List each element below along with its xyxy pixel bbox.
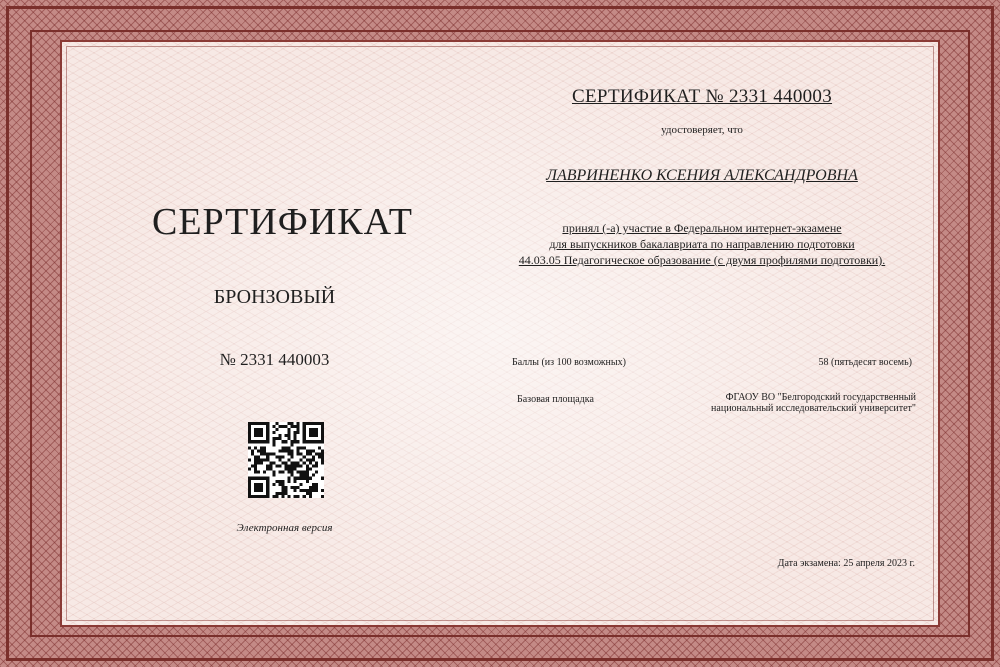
certificate-rank: БРОНЗОВЫЙ [213, 286, 336, 308]
certifies-text: удостоверяет, что [661, 124, 743, 136]
left-certificate-number: № 2331 440003 [219, 350, 330, 369]
certificate-paper [60, 40, 940, 627]
participation-text [502, 220, 902, 268]
base-site-value [672, 392, 916, 414]
exam-date: Дата экзамена: 25 апреля 2023 г. [777, 558, 915, 569]
right-certificate-title: СЕРТИФИКАТ № 2331 440003 [571, 86, 833, 107]
score-label: Баллы (из 100 возможных) [512, 357, 626, 368]
left-certificate-title: СЕРТИФИКАТ [152, 201, 413, 243]
participation-line: принял (-а) участие в Федеральном интернет-экзамене [562, 221, 842, 235]
score-value: 58 (пятьдесят восемь) [818, 357, 912, 368]
qr-code-icon [248, 422, 324, 498]
participation-line: для выпускников бакалавриата по направлению подготовки [549, 237, 855, 251]
base-site-line: национальный исследовательский университет" [711, 403, 916, 414]
base-site-line: ФГАОУ ВО "Белгородский государственный [725, 392, 916, 403]
base-site-label: Базовая площадка [517, 394, 594, 405]
participation-line: 44.03.05 Педагогическое образование (с двумя профилями подготовки). [518, 253, 886, 267]
electronic-version-label: Электронная версия [236, 522, 333, 534]
recipient-name: ЛАВРИНЕНКО КСЕНИЯ АЛЕКСАНДРОВНА [546, 167, 858, 184]
